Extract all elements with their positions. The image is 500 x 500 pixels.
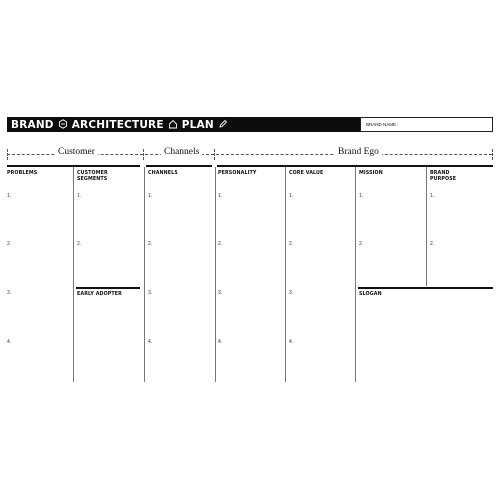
badge-icon xyxy=(58,116,68,134)
early-adopter-rule xyxy=(76,287,140,289)
list-number: 2. xyxy=(289,241,294,247)
column-divider xyxy=(426,167,427,286)
column-title-problems: PROBLEMS xyxy=(7,171,38,176)
list-number: 2. xyxy=(148,241,153,247)
brand-name-label: BRAND NAME : xyxy=(366,122,399,127)
title-word-architecture: ARCHITECTURE xyxy=(71,118,164,131)
column-divider xyxy=(355,167,356,382)
column-title-core-value: CORE VALUE xyxy=(289,171,324,176)
column-title-mission: MISSION xyxy=(359,171,383,176)
list-number: 1. xyxy=(77,193,82,199)
list-number: 4. xyxy=(148,339,153,345)
list-number: 4. xyxy=(218,339,223,345)
slogan-rule xyxy=(358,287,493,289)
list-number: 3. xyxy=(218,290,223,296)
list-number: 1. xyxy=(289,193,294,199)
home-icon xyxy=(168,116,178,134)
list-number: 2. xyxy=(7,241,12,247)
list-number: 2. xyxy=(77,241,82,247)
column-title-channels: CHANNELS xyxy=(148,171,178,176)
list-number: 1. xyxy=(218,193,223,199)
column-divider xyxy=(285,167,286,382)
column-title-early-adopter: EARLY ADOPTER xyxy=(77,292,122,297)
list-number: 1. xyxy=(148,193,153,199)
column-title-customer-segments: CUSTOMER SEGMENTS xyxy=(77,171,108,182)
list-number: 2. xyxy=(218,241,223,247)
list-number: 2. xyxy=(359,241,364,247)
brand-name-field[interactable] xyxy=(360,117,493,132)
pencil-icon xyxy=(218,116,228,134)
title-word-plan: PLAN xyxy=(181,118,214,131)
column-divider xyxy=(215,167,216,382)
column-title-personality: PERSONALITY xyxy=(218,171,257,176)
column-divider xyxy=(144,167,145,382)
title-bar xyxy=(7,117,360,132)
list-number: 3. xyxy=(148,290,153,296)
list-number: 3. xyxy=(7,290,12,296)
list-number: 2. xyxy=(430,241,435,247)
list-number: 1. xyxy=(359,193,364,199)
column-title-slogan: SLOGAN xyxy=(359,292,382,297)
title-word-brand: BRAND xyxy=(11,118,54,131)
section-label-customer: Customer xyxy=(55,147,98,157)
list-number: 3. xyxy=(289,290,294,296)
column-title-brand-purpose: BRAND PURPOSE xyxy=(430,171,457,182)
list-number: 1. xyxy=(430,193,435,199)
section-label-brand-ego: Brand Ego xyxy=(335,147,382,157)
column-divider xyxy=(73,167,74,382)
column-rule-channels xyxy=(146,165,212,167)
list-number: 1. xyxy=(7,193,12,199)
list-number: 4. xyxy=(7,339,12,345)
section-label-channels: Channels xyxy=(161,147,202,157)
list-number: 4. xyxy=(289,339,294,345)
section-tick xyxy=(492,149,494,160)
